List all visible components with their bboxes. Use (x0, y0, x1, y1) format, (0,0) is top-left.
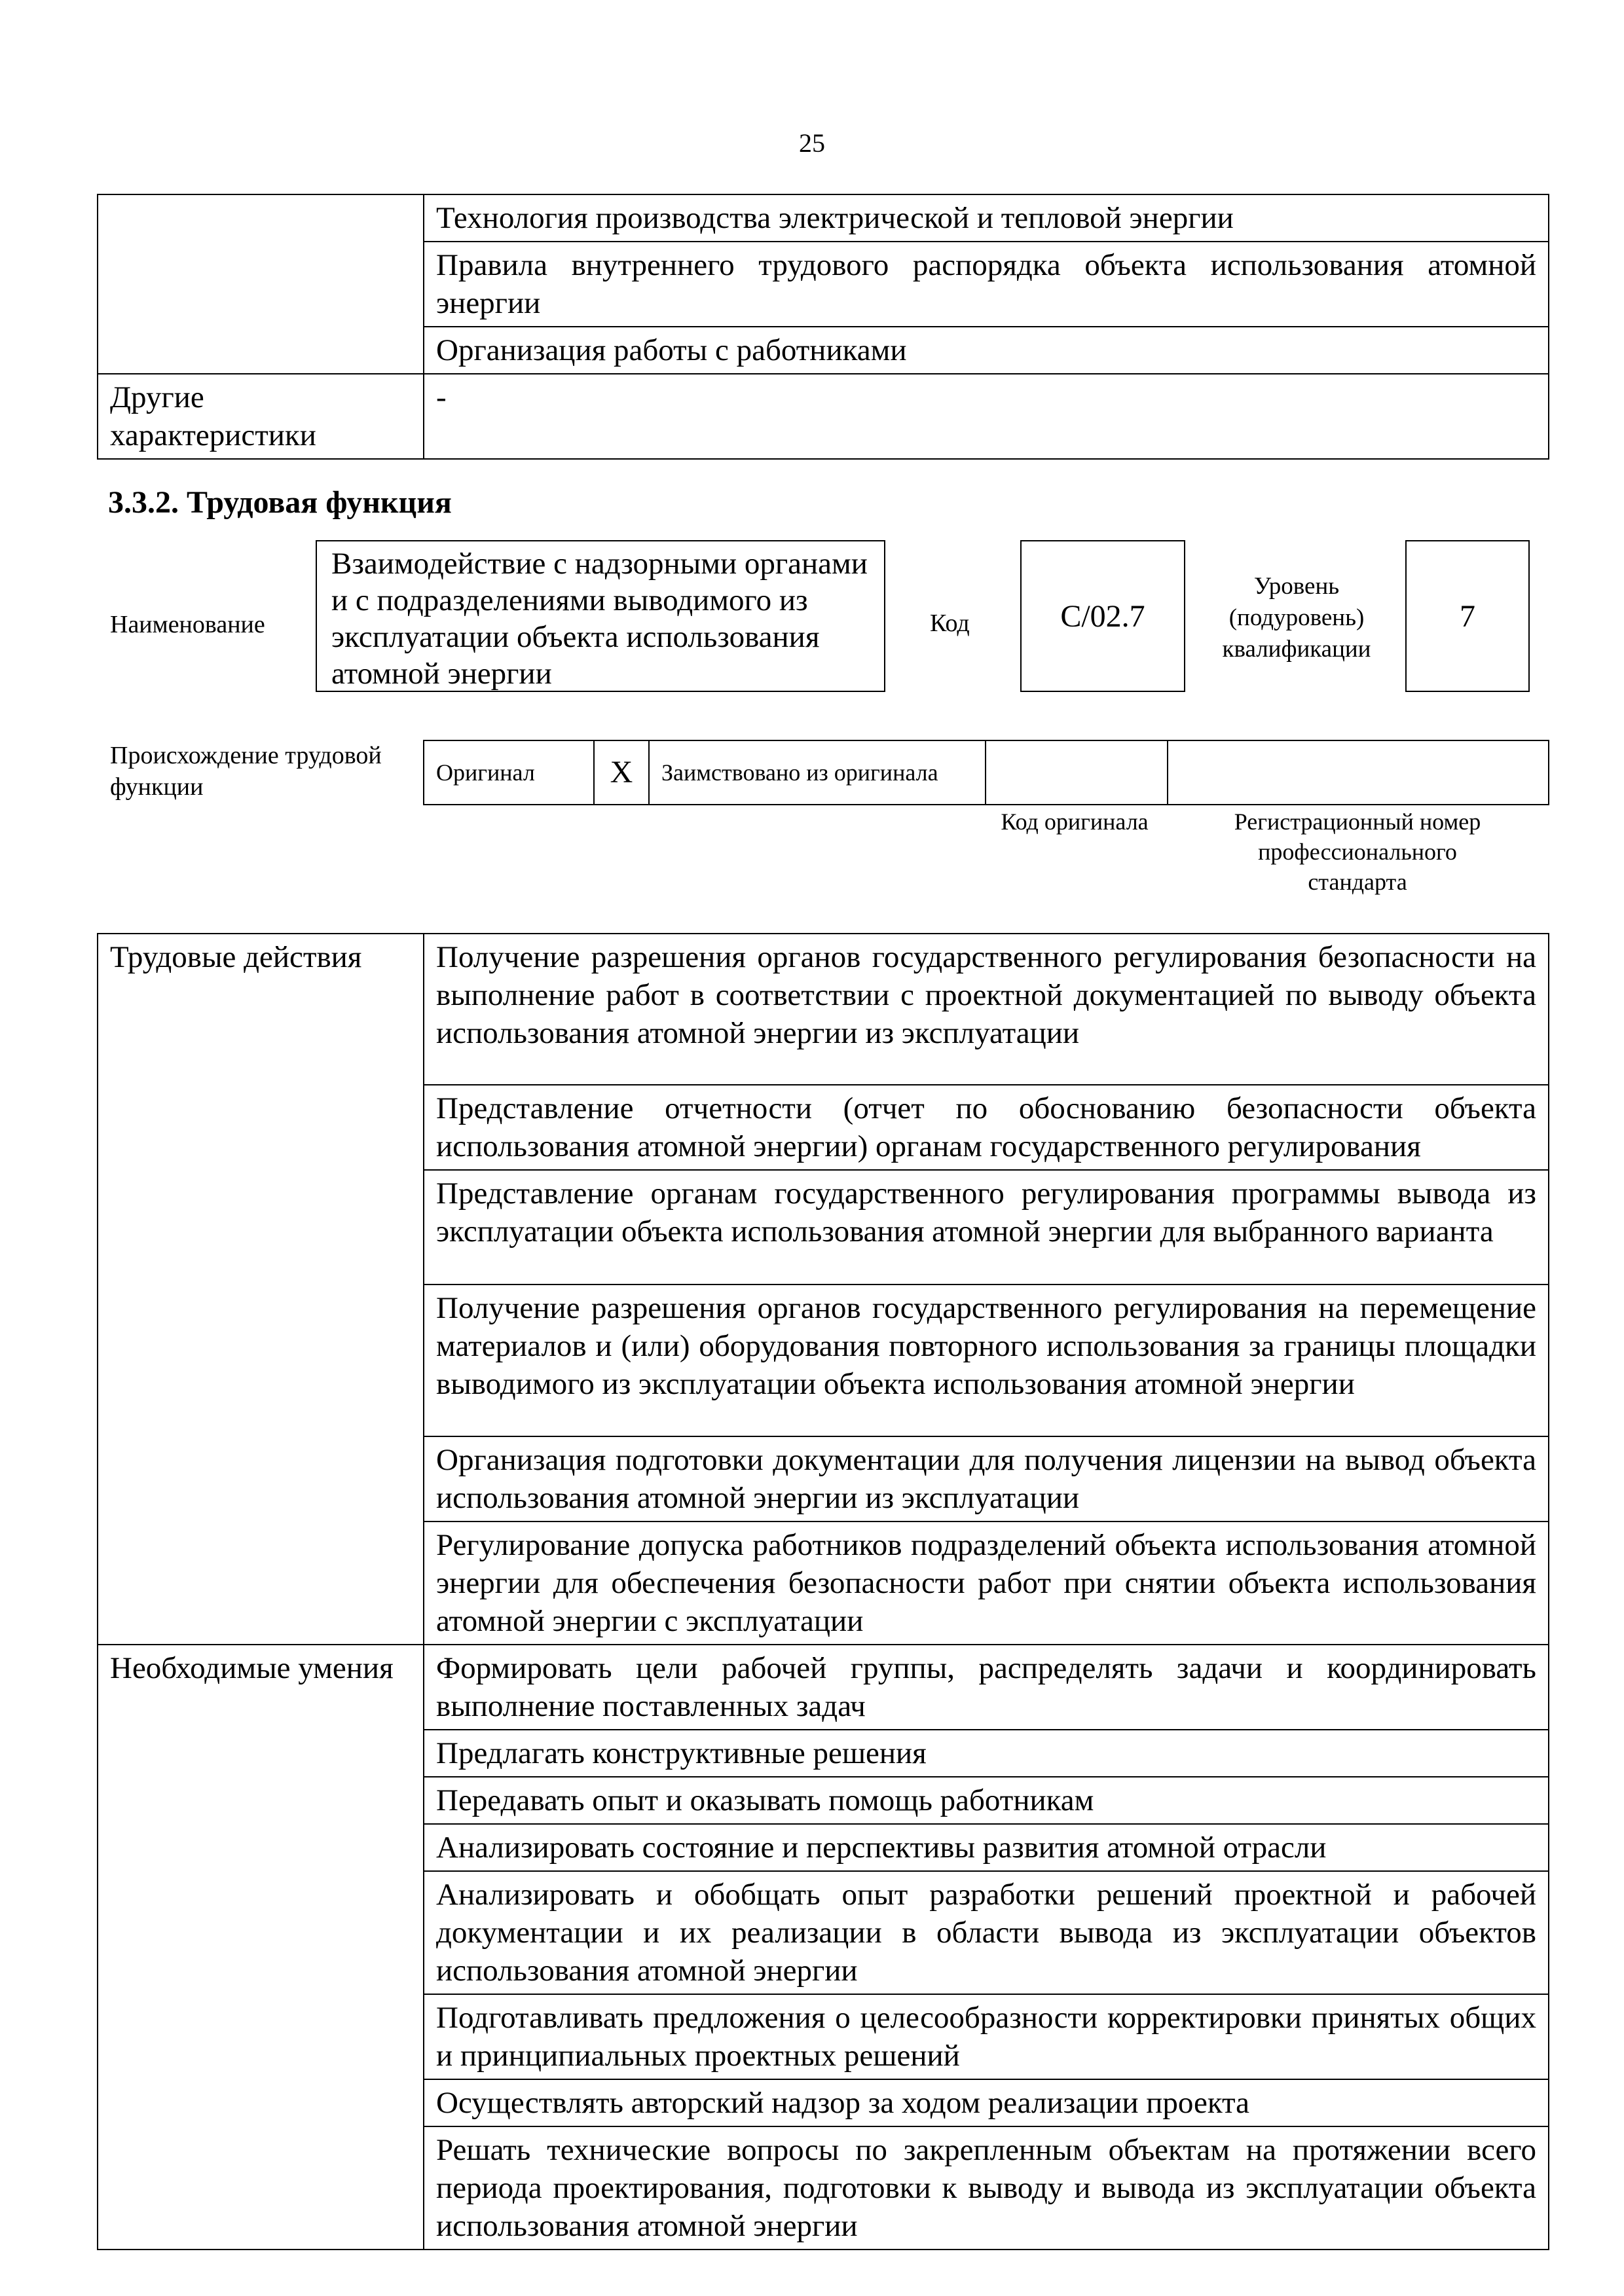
original-code-caption: Код оригинала (1001, 809, 1149, 835)
actions-label: Трудовые действия (98, 934, 424, 1645)
registration-number-cell (1168, 740, 1549, 805)
original-label: Оригинал (424, 740, 594, 805)
registration-number-caption: Регистрационный номер профессионального стандарта (1234, 809, 1481, 895)
empty-label-cell (98, 194, 424, 374)
original-mark: X (594, 740, 649, 805)
action-item: Представление отчетности (отчет по обоснованию безопасности объекта использования атомной энергии) органам государственного регулирования (424, 1085, 1549, 1170)
action-item: Организация подготовки документации для получения лицензии на вывод объекта использования атомной энергии из эксплуатации (424, 1436, 1549, 1522)
knowledge-row: Технология производства электрической и тепловой энергии (424, 194, 1549, 242)
function-table (97, 933, 1549, 2250)
other-characteristics-value: - (424, 374, 1549, 459)
code-label: Код (930, 610, 970, 637)
origin-table (423, 740, 1549, 805)
skills-label: Необходимые умения (98, 1645, 424, 2250)
level-value-box: 7 (1405, 540, 1530, 692)
skill-item: Анализировать и обобщать опыт разработки решений проектной и рабочей документации и их реализации в области вывода из эксплуатации объектов использования атомной энергии (424, 1871, 1549, 1994)
knowledge-table (97, 194, 1549, 460)
skill-item: Решать технические вопросы по закрепленным объектам на протяжении всего периода проектирования, подготовки к выводу и вывода из эксплуатации объекта использования атомной энергии (424, 2126, 1549, 2250)
action-item: Регулирование допуска работников подразделений объекта использования атомной энергии для обеспечения безопасности работ при снятии объекта использования атомной энергии с эксплуатации (424, 1522, 1549, 1645)
section-title: 3.3.2. Трудовая функция (108, 485, 452, 520)
origin-label: Происхождение трудовой функции (110, 742, 382, 801)
skill-item: Анализировать состояние и перспективы развития атомной отрасли (424, 1824, 1549, 1871)
original-code-cell (986, 740, 1168, 805)
action-item: Представление органам государственного регулирования программы вывода из эксплуатации объекта использования атомной энергии для выбранного варианта (424, 1170, 1549, 1285)
action-item: Получение разрешения органов государственного регулирования безопасности на выполнение работ в соответствии с проектной документацией по выводу объекта использования атомной энергии из эксплуатации (424, 934, 1549, 1085)
skill-item: Формировать цели рабочей группы, распределять задачи и координировать выполнение поставленных задач (424, 1645, 1549, 1730)
skill-item: Осуществлять авторский надзор за ходом реализации проекта (424, 2079, 1549, 2126)
skill-item: Подготавливать предложения о целесообразности корректировки принятых общих и принципиальных проектных решений (424, 1994, 1549, 2079)
level-label: Уровень (подуровень) квалификации (1222, 573, 1371, 663)
skill-item: Предлагать конструктивные решения (424, 1730, 1549, 1777)
code-value-box: С/02.7 (1020, 540, 1185, 692)
action-item: Получение разрешения органов государственного регулирования на перемещение материалов и (или) оборудования повторного использования за границы площадки выводимого из эксплуатации объекта использования атомной энергии (424, 1285, 1549, 1436)
borrowed-label: Заимствовано из оригинала (649, 740, 986, 805)
skill-item: Передавать опыт и оказывать помощь работникам (424, 1777, 1549, 1824)
knowledge-row: Организация работы с работниками (424, 327, 1549, 374)
function-name-box: Взаимодействие с надзорными органами и с подразделениями выводимого из эксплуатации объекта использования атомной энергии (316, 540, 885, 692)
page-number: 25 (799, 128, 825, 158)
other-characteristics-label: Другие характеристики (98, 374, 424, 459)
name-label: Наименование (110, 611, 265, 638)
knowledge-row: Правила внутреннего трудового распорядка объекта использования атомной энергии (424, 242, 1549, 327)
